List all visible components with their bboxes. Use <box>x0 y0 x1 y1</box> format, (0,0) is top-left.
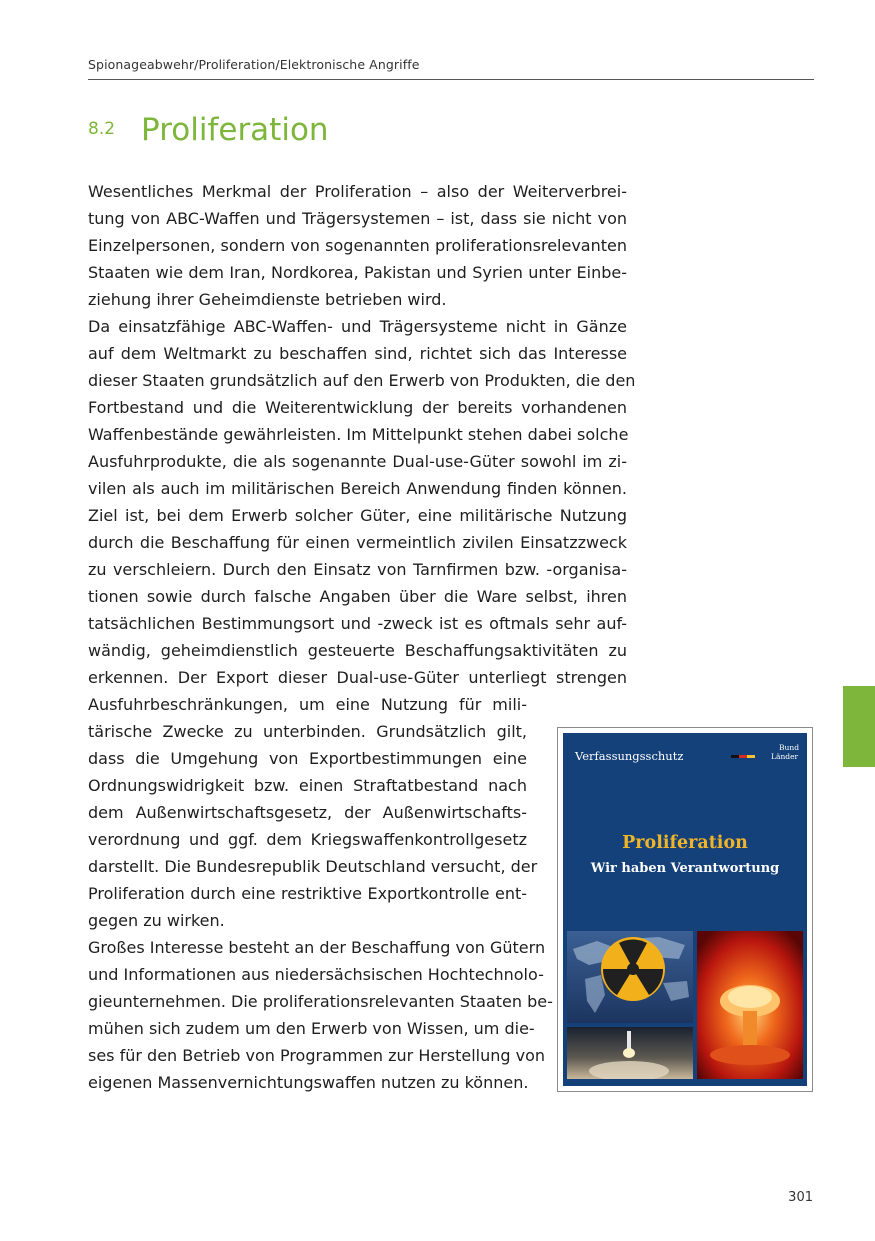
text-line: Ziel ist, bei dem Erwerb solcher Güter, eine militärische Nutzung <box>88 506 627 525</box>
paragraph-2 <box>88 313 636 691</box>
text-line: wändig, geheimdienstlich gesteuerte Beschaffungsaktivitäten zu <box>88 641 627 660</box>
text-line: ses für den Betrieb von Programmen zur Herstellung von <box>88 1046 546 1065</box>
cover-agency: Verfassungsschutz <box>575 749 684 763</box>
running-head: Spionageabwehr/Proliferation/Elektronische Angriffe <box>88 57 420 72</box>
world-map-radiation-icon <box>567 931 693 1023</box>
rocket-launch-icon <box>567 1027 693 1079</box>
page-number: 301 <box>788 1190 813 1205</box>
text-line: Großes Interesse besteht an der Beschaffung von Gütern <box>88 938 546 957</box>
text-line: Wesentliches Merkmal der Proliferation – also der Weiterverbrei- <box>88 182 627 201</box>
section-number: 8.2 <box>88 119 116 139</box>
text-line: tatsächlichen Bestimmungsort und -zweck ist es oftmals sehr auf- <box>88 614 627 633</box>
text-line: gieunternehmen. Die proliferationsrelevanten Staaten be- <box>88 992 553 1011</box>
text-line: dieser Staaten grundsätzlich auf den Erwerb von Produkten, die den <box>88 371 636 390</box>
text-line: Da einsatzfähige ABC-Waffen- und Trägersysteme nicht in Gänze <box>88 317 627 336</box>
text-line: dass die Umgehung von Exportbestimmungen eine <box>88 749 527 768</box>
mushroom-cloud-icon <box>697 931 803 1079</box>
brochure-cover <box>563 733 807 1086</box>
cover-title: Proliferation <box>622 833 748 853</box>
bund-laender-logo <box>757 743 799 761</box>
text-line: verordnung und ggf. dem Kriegswaffenkontrollgesetz <box>88 830 527 849</box>
text-line: Waffenbestände gewährleisten. Im Mittelpunkt stehen dabei solche <box>88 425 629 444</box>
header-rule <box>88 79 814 80</box>
text-line: Proliferation durch eine restriktive Exportkontrolle ent- <box>88 884 527 903</box>
text-line: und Informationen aus niedersächsischen Hochtechnolo- <box>88 965 544 984</box>
text-line: mühen sich zudem um den Erwerb von Wissen, um die- <box>88 1019 535 1038</box>
chapter-tab <box>843 686 875 767</box>
text-line: Einzelpersonen, sondern von sogenannten proliferationsrelevanten <box>88 236 627 255</box>
text-line: dem Außenwirtschaftsgesetz, der Außenwirtschafts- <box>88 803 527 822</box>
logo-laender: Länder <box>771 752 799 761</box>
text-line: Ausfuhrbeschränkungen, um eine Nutzung für mili- <box>88 695 527 714</box>
text-line: vilen als auch im militärischen Bereich Anwendung finden können. <box>88 479 627 498</box>
text-line: gegen zu wirken. <box>88 911 225 930</box>
text-line: darstellt. Die Bundesrepublik Deutschland versucht, der <box>88 857 538 876</box>
text-line: eigenen Massenvernichtungswaffen nutzen zu können. <box>88 1073 529 1092</box>
text-line: tärische Zwecke zu unterbinden. Grundsätzlich gilt, <box>88 722 527 741</box>
german-flag-icon <box>731 755 755 758</box>
paragraph-3 <box>88 934 627 1096</box>
text-line: erkennen. Der Export dieser Dual-use-Güter unterliegt strengen <box>88 668 627 687</box>
text-line: ziehung ihrer Geheimdienste betrieben wird. <box>88 290 447 309</box>
text-line: Ausfuhrprodukte, die als sogenannte Dual-use-Güter sowohl im zi- <box>88 452 627 471</box>
text-line: auf dem Weltmarkt zu beschaffen sind, richtet sich das Interesse <box>88 344 627 363</box>
section-title: Proliferation <box>141 112 329 148</box>
text-line: zu verschleiern. Durch den Einsatz von Tarnfirmen bzw. -organisa- <box>88 560 627 579</box>
cover-photos <box>567 931 803 1079</box>
logo-bund: Bund <box>779 743 799 752</box>
paragraph-1 <box>88 178 627 313</box>
text-line: durch die Beschaffung für einen vermeintlich zivilen Einsatzzweck <box>88 533 627 552</box>
section-heading <box>88 112 329 148</box>
text-line: Fortbestand und die Weiterentwicklung der bereits vorhandenen <box>88 398 627 417</box>
text-line: Ordnungswidrigkeit bzw. einen Straftatbestand nach <box>88 776 527 795</box>
paragraph-2-continued <box>88 691 627 934</box>
text-line: Staaten wie dem Iran, Nordkorea, Pakistan und Syrien unter Einbe- <box>88 263 627 282</box>
text-line: tionen sowie durch falsche Angaben über die Ware selbst, ihren <box>88 587 627 606</box>
text-line: tung von ABC-Waffen und Trägersystemen – ist, dass sie nicht von <box>88 209 627 228</box>
cover-subtitle: Wir haben Verantwortung <box>590 861 780 876</box>
